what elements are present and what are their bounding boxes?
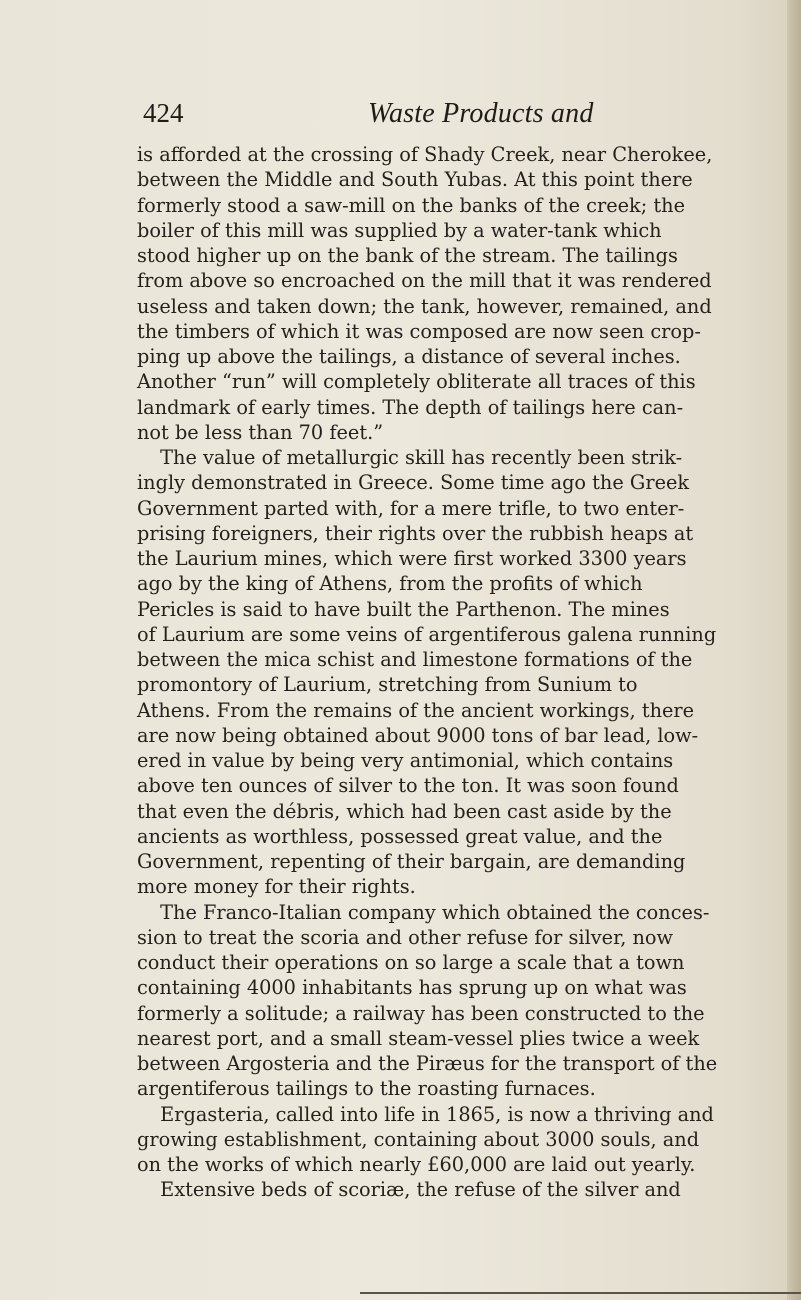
text-line: the Laurium mines, which were first worked 3300 years: [137, 546, 687, 570]
text-line: above ten ounces of silver to the ton. It was soon found: [137, 773, 679, 798]
text-line: conduct their operations on so large a scale that a town: [137, 950, 685, 974]
text-line: promontory of Laurium, stretching from Sunium to: [137, 672, 638, 697]
text-line: stood higher up on the bank of the stream. The tailings: [137, 243, 678, 267]
text-line: The Franco-Italian company which obtained the conces-: [160, 899, 710, 924]
text-line: ancients as worthless, possessed great value, and the: [137, 823, 663, 848]
text-line: growing establishment, containing about 3000 souls, and: [137, 1126, 700, 1151]
text-line: argentiferous tailings to the roasting furnaces.: [137, 1076, 596, 1101]
text-line: are now being obtained about 9000 tons of bar lead, low-: [137, 722, 699, 747]
text-line: ping up above the tailings, a distance of several inches.: [137, 344, 681, 368]
text-line: The value of metallurgic skill has recently been strik-: [160, 445, 683, 469]
text-line: Extensive beds of scoriæ, the refuse of the silver and: [160, 1177, 681, 1202]
text-line: from above so encroached on the mill that it was rendered: [137, 268, 712, 293]
text-line: the timbers of which it was composed are now seen crop-: [137, 318, 701, 343]
text-line: is afforded at the crossing of Shady Creek, near Cherokee,: [137, 142, 713, 166]
text-line: Pericles is said to have built the Parthenon. The mines: [137, 596, 670, 621]
text-line: ago by the king of Athens, from the profits of which: [137, 571, 643, 596]
text-line: ered in value by being very antimonial, which contains: [137, 748, 674, 772]
text-line: boiler of this mill was supplied by a water-tank which: [137, 217, 662, 242]
text-line: Another “run” will completely obliterate all traces of this: [137, 369, 696, 394]
bottom-shadow-line: [360, 1292, 801, 1294]
text-line: Ergasteria, called into life in 1865, is now a thriving and: [160, 1101, 714, 1126]
text-line: landmark of early times. The depth of tailings here can-: [137, 394, 684, 419]
text-line: Government parted with, for a mere trifle, to two enter-: [137, 495, 685, 520]
text-line: useless and taken down; the tank, however, remained, and: [137, 293, 712, 318]
running-title: Waste Products and: [368, 98, 594, 129]
running-head: [143, 98, 703, 134]
text-line: prising foreigners, their rights over the rubbish heaps at: [137, 520, 694, 545]
page-edge: [787, 0, 801, 1300]
text-line: more money for their rights.: [137, 874, 416, 899]
body-text: [137, 142, 777, 1203]
text-line: that even the débris, which had been cast aside by the: [137, 798, 672, 823]
text-line: between the mica schist and limestone formations of the: [137, 647, 693, 671]
text-line: formerly stood a saw-mill on the banks of the creek; the: [137, 192, 685, 217]
text-line: formerly a solitude; a railway has been constructed to the: [137, 1000, 705, 1025]
text-line: between the Middle and South Yubas. At this point there: [137, 167, 693, 192]
text-line: ingly demonstrated in Greece. Some time ago the Greek: [137, 470, 690, 495]
text-line: Athens. From the remains of the ancient workings, there: [137, 697, 695, 722]
text-line: sion to treat the scoria and other refuse for silver, now: [137, 924, 674, 949]
text-line: between Argosteria and the Piræus for the transport of the: [137, 1051, 718, 1075]
page-number: 424: [143, 98, 184, 128]
text-line: on the works of which nearly £60,000 are laid out yearly.: [137, 1152, 696, 1176]
text-line: containing 4000 inhabitants has sprung up on what was: [137, 975, 687, 1000]
text-line: nearest port, and a small steam-vessel plies twice a week: [137, 1025, 700, 1050]
text-line: Government, repenting of their bargain, are demanding: [137, 849, 686, 873]
text-line: not be less than 70 feet.”: [137, 419, 384, 444]
text-line: of Laurium are some veins of argentiferous galena running: [137, 621, 717, 646]
